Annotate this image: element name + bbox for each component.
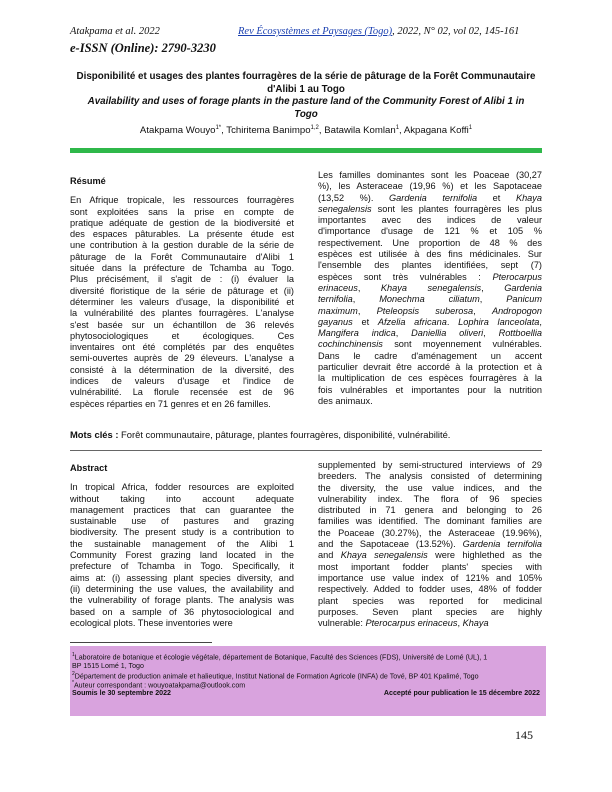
abstract-body <box>70 482 294 629</box>
author-1-affil: 1* <box>215 125 222 131</box>
text-line: plant species was reported for medicinal <box>318 595 542 606</box>
text-line: Les familles dominantes sont les Poaceae (30,27 <box>318 170 542 180</box>
author-3-affil: 1 <box>395 125 400 131</box>
text-line: d'importance d'usage de 121 % et 105 % <box>318 226 542 237</box>
resume-body-continued <box>318 170 542 407</box>
text-line: based on a sample of 36 phytosociological and <box>70 606 294 617</box>
issn: e-ISSN (Online): 2790-3230 <box>70 41 216 55</box>
text-line: Mangifera indica, Daniellia oliveri, Rottboellia <box>318 328 542 339</box>
author-4: , Akpagana Koffi <box>399 125 469 137</box>
resume-body <box>70 195 294 410</box>
text-line: sont exploitées sans la prise en compte de <box>70 206 294 217</box>
abstract-right-column <box>318 460 542 629</box>
text-line: espèces sont très vulnérables : Pterocarpus <box>318 271 542 282</box>
text-line: Community Forest grazing land located in the <box>70 550 294 561</box>
text-line: En Afrique tropicale, les ressources fourragères <box>70 195 294 206</box>
keywords <box>70 429 542 440</box>
keywords-text: Forêt communautaire, pâturage, plantes fourragères, disponibilité, vulnérabilité. <box>118 429 451 440</box>
text-line: phytosociologiques et écologiques. Ces <box>70 330 294 341</box>
footnote-box <box>70 646 546 716</box>
text-line: (ii) determining the use values, the availability and <box>70 583 294 594</box>
text-line: la vulnérabilité des plantes fourragères. L'analyse <box>70 308 294 319</box>
text-line: aims at: (i) assessing plant species diversity, and <box>70 572 294 583</box>
footnote-2-marker: 2 <box>72 671 75 677</box>
text-line: Dans le cadre d'aménagement un accent <box>318 350 542 361</box>
text-line: senegalensis sont les plantes fourragères les plus <box>318 203 542 214</box>
text-line: une contribution à la gestion durable de la série de <box>70 240 294 251</box>
resume-right-column <box>318 170 542 407</box>
text-line: s'est basée sur un échantillon de 36 relevés <box>70 319 294 330</box>
text-line: purposes. Seven plant species are highly <box>318 606 542 617</box>
text-line: sustainable use of pastures and grazing <box>70 516 294 527</box>
running-head-authors: Atakpama et al. 2022 <box>70 26 160 37</box>
text-line: gayanus et Afzelia africana. Lophira lanceolata, <box>318 316 542 327</box>
title-en-line1: Availability and uses of forage plants in the pasture land of the Community Forest of Alibi 1 in <box>87 96 525 108</box>
title-en-line2: Togo <box>294 108 318 120</box>
text-line: particulier devrait être accordé à la protection et à <box>318 362 542 373</box>
text-line: des animaux. <box>318 395 373 406</box>
resume-left-column <box>70 176 294 410</box>
text-line: families was identified. The dominant families are <box>318 516 542 527</box>
footnote-1 <box>72 651 544 670</box>
author-4-affil: 1 <box>468 125 473 131</box>
text-line: espèces est utilisée à des fins médicinales. Sur <box>318 249 542 260</box>
text-line: importance use value index of 121% and 105% <box>318 572 542 583</box>
text-line: management practices that can guarantee the <box>70 504 294 515</box>
text-line: importantes avec des indices de valeur <box>318 215 542 226</box>
text-line: (13,52 %). Gardenia ternifolia et Khaya <box>318 192 542 203</box>
text-line: indices de valeurs d'usage et l'indice de <box>70 376 294 387</box>
running-head-journal <box>238 26 519 37</box>
keywords-divider <box>70 450 542 451</box>
footnote-3-marker: * <box>72 680 74 686</box>
text-line: consisté à la détermination de la diversité, des <box>70 364 294 375</box>
text-line: maximum, Pteleopsis suberosa, Andropogon <box>318 305 542 316</box>
submitted-date: Soumis le 30 septembre 2022 <box>72 689 171 697</box>
text-line: située dans la préfecture de Tchamba au Togo. <box>70 263 294 274</box>
text-line: diversité floristique de la série de pâturage et (ii) <box>70 285 294 296</box>
text-line: semi-ouvertes auprès de 29 éleveurs. L'analyse a <box>70 353 294 364</box>
text-line: la multiplication de ces espèces fourragères à la <box>318 373 542 384</box>
text-line: most important fodder plants' species with <box>318 561 542 572</box>
abstract-body-continued <box>318 460 542 629</box>
text-line: des espaces pâturables. La présente étude est <box>70 229 294 240</box>
text-line: the diversity, the use value indices, and the <box>318 482 542 493</box>
text-line: vulnérabilité. La florule recensée est de 96 <box>70 387 294 398</box>
text-line: prefecture of Tchamba in Togo. Specifically, it <box>70 561 294 572</box>
footnote-rule <box>70 642 212 643</box>
text-line: supplemented by semi-structured interviews of 29 <box>318 460 542 470</box>
text-line: the vulnerability of forage plants. The analysis was <box>70 595 294 606</box>
author-3: , Batawila Komlan <box>318 125 396 137</box>
journal-link[interactable]: Rev Écosystèmes et Paysages (Togo) <box>238 26 393 37</box>
text-line: Plus précisément, il s'agit de : (i) évaluer la <box>70 274 294 285</box>
title-block <box>70 71 542 121</box>
text-line: inventaires ont été complétés par des enquêtes <box>70 342 294 353</box>
text-line: déterminer les valeurs d'usage, la disponibilité et <box>70 296 294 307</box>
footnote-1-marker: 1 <box>72 652 75 658</box>
text-line: pratique adéquate de gestion de la biodiversité et <box>70 217 294 228</box>
text-line: In tropical Africa, fodder resources are exploited <box>70 482 294 493</box>
text-line: erinaceus, Khaya senegalensis, Gardenia <box>318 282 542 293</box>
text-line: vulnerability index. The flora of 96 species <box>318 493 542 504</box>
journal-citation: , 2022, N° 02, vol 02, 145-161 <box>392 26 520 37</box>
title-fr-line2: d'Alibi 1 au Togo <box>267 83 345 95</box>
text-line: cochinchinensis sont moyennement vulnérables. <box>318 339 542 350</box>
text-line: the Poaceae (30.27%), the Asteraceae (19.96%), <box>318 527 542 538</box>
title-fr-line1: Disponibilité et usages des plantes fourragères de la série de pâturage de la Forêt Communautaire <box>76 71 536 82</box>
text-line: respectivement. Une proportion de 48 % des <box>318 237 542 248</box>
text-line: and the Sapotaceae (13.52%). Gardenia ternifolia <box>318 539 542 550</box>
footnote-2-text: Département de production animale et halieutique, Institut National de Formation Agricole (INFA) de Tové, BP 401 Kpalimé, Togo <box>74 672 479 681</box>
text-line: and Khaya senegalensis were highlethed as the <box>318 550 542 561</box>
corresponding-author-email[interactable]: Auteur correspondant : wouyoatakpama@outlook.com <box>73 681 246 690</box>
title-divider <box>70 148 542 153</box>
text-line: the sustainable management of the Alibi 1 <box>70 538 294 549</box>
text-line: vulnerable: Pterocarpus erinaceus, Khaya <box>318 618 489 629</box>
text-line: pâturage de la Forêt Communautaire d'Alibi 1 <box>70 251 294 262</box>
abstract-heading: Abstract <box>70 463 108 473</box>
resume-heading: Résumé <box>70 176 106 186</box>
accepted-date: Accepté pour publication le 15 décembre 2022 <box>383 689 540 697</box>
text-line: ternifolia, Monechma ciliatum, Panicum <box>318 294 542 305</box>
text-line: breeders. The analysis consisted of determining <box>318 471 542 482</box>
text-line: l'ensemble des plantes identifiées, sept (7) <box>318 260 542 271</box>
text-line: respectively. Added to fodder uses, 48% of fodder <box>318 584 542 595</box>
text-line: espèces réparties en 71 genres et en 26 familles. <box>70 398 271 409</box>
author-1: Atakpama Wouyo <box>139 125 216 137</box>
text-line: fois vulnérables et importantes pour la nutrition <box>318 384 542 395</box>
author-list <box>70 125 542 136</box>
text-line: distributed in 71 genera and belonging to 26 <box>318 505 542 516</box>
author-2: , Tchiritema Banimpo <box>221 125 311 137</box>
text-line: ecological plots. These inventories were <box>70 617 233 628</box>
author-2-affil: 1,2 <box>310 125 319 131</box>
keywords-label: Mots clés : <box>70 429 119 440</box>
footnote-1-text: Laboratoire de botanique et écologie végétale, département de Botanique, Faculté des Sciences (FDS), Université de Lomé (UL), 1 <box>74 653 488 662</box>
footnote-1-text-cont: BP 1515 Lomé 1, Togo <box>72 661 144 670</box>
text-line: without taking into account adequate <box>70 493 294 504</box>
text-line: %), les Asteraceae (19,96 %) et les Sapotaceae <box>318 181 542 192</box>
abstract-left-column <box>70 463 294 629</box>
text-line: biodiversity. The present study is a contribution to <box>70 527 294 538</box>
page-number: 145 <box>515 728 533 742</box>
